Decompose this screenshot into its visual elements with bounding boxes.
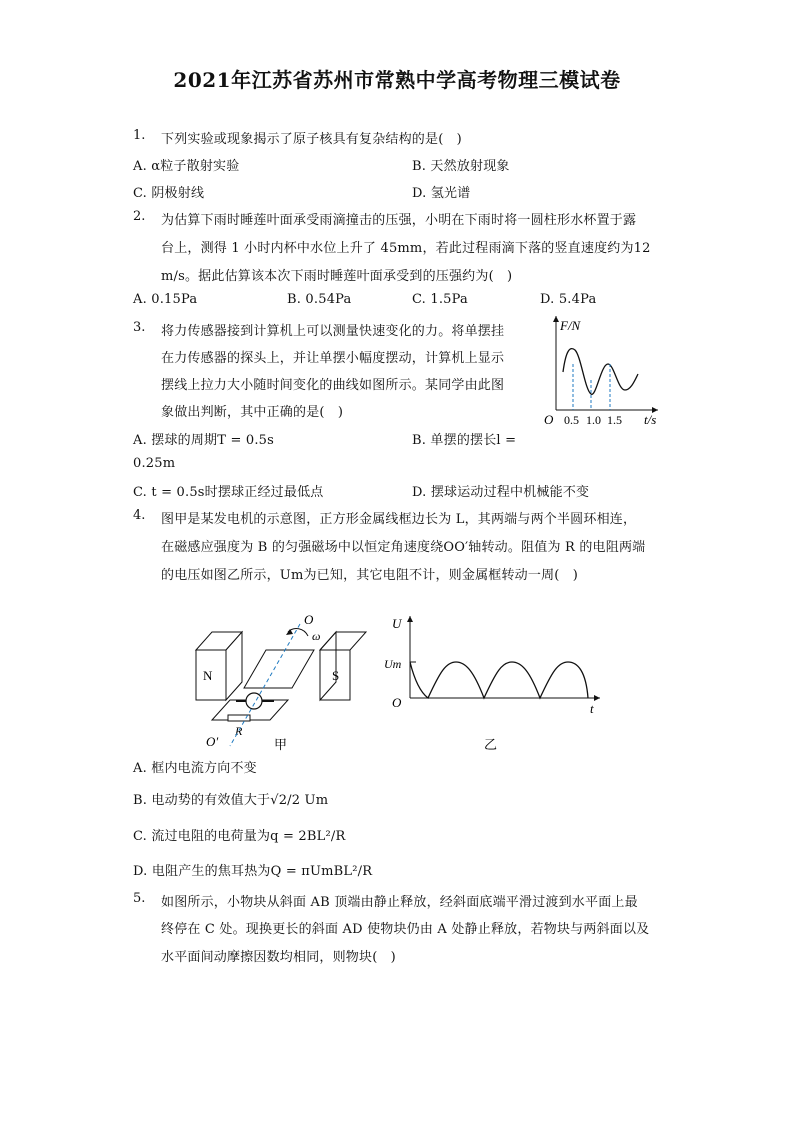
rotation-arrow-head — [286, 629, 293, 635]
question-4-option-d: D. 电阻产生的焦耳热为Q = πUmBL²/R — [133, 864, 373, 879]
question-4-line-3: 的电压如图乙所示，Um为已知，其它电阻不计，则金属框转动一周( ) — [161, 568, 579, 583]
question-3-number: 3. — [133, 320, 146, 335]
magnet-n-label: N — [203, 668, 213, 683]
question-5-number: 5. — [133, 891, 146, 906]
magnet-s-top — [320, 632, 366, 650]
question-3-line-2: 在力传感器的探头上，并让单摆小幅度摆动，计算机上显示 — [161, 351, 505, 366]
question-2-option-b: B. 0.54Pa — [287, 292, 352, 307]
question-4-option-a: A. 框内电流方向不变 — [133, 761, 257, 776]
question-3-line-3: 摆线上拉力大小随时间变化的曲线如图所示。某同学由此图 — [161, 378, 505, 393]
question-2-line-3: m/s。据此估算该本次下雨时睡莲叶面承受到的压强约为( ) — [161, 269, 513, 284]
voltage-time-graph — [380, 612, 605, 752]
question-4-option-b: B. 电动势的有效值大于√2/2 Um — [133, 793, 329, 808]
force-curve — [563, 349, 638, 395]
question-3-line-1: 将力传感器接到计算机上可以测量快速变化的力。将单摆挂 — [161, 324, 505, 339]
f-axis-label: F/N — [560, 318, 581, 333]
slip-ring — [246, 693, 262, 709]
question-5-line-3: 水平面间动摩擦因数均相同，则物块( ) — [161, 950, 396, 965]
question-4-option-c: C. 流过电阻的电荷量为q = 2BL²/R — [133, 829, 346, 844]
question-5-line-2: 终停在 C 处。现换更长的斜面 AD 使物块仍由 A 处静止释放，若物块与两斜面以及 — [161, 922, 650, 937]
question-4-line-1: 图甲是某发电机的示意图，正方形金属线框边长为 L，其两端与两个半圆环相连， — [161, 512, 637, 527]
question-3-option-b-continued: 0.25m — [133, 456, 176, 471]
question-2-option-c: C. 1.5Pa — [412, 292, 468, 307]
figure-jia-caption: 甲 — [274, 737, 288, 752]
question-1-option-c: C. 阴极射线 — [133, 186, 205, 201]
resistor-label: R — [235, 724, 243, 738]
question-2-number: 2. — [133, 209, 146, 224]
question-2-option-d: D. 5.4Pa — [540, 292, 597, 307]
t-axis-label-yi: t — [590, 701, 594, 716]
axis-o-prime-label: O′ — [206, 734, 219, 749]
yi-origin-label: O — [392, 695, 402, 710]
u-axis-label: U — [392, 616, 402, 631]
question-1-option-b: B. 天然放射现象 — [412, 159, 510, 174]
force-time-graph — [538, 310, 668, 430]
question-3-option-c: C. t = 0.5s时摆球正经过最低点 — [133, 485, 324, 500]
question-1-option-a: A. α粒子散射实验 — [133, 159, 240, 174]
magnet-s-label: S — [332, 668, 340, 683]
tick-label-1-5: 1.5 — [607, 413, 622, 427]
question-3-option-d: D. 摆球运动过程中机械能不变 — [412, 485, 590, 500]
page-title: 2021年江苏省苏州市常熟中学高考物理三模试卷 — [173, 68, 621, 92]
generator-figure — [190, 610, 370, 755]
tick-label-0-5: 0.5 — [564, 413, 579, 427]
graph-origin-label: O — [544, 412, 554, 427]
question-3-option-a: A. 摆球的周期T = 0.5s — [133, 433, 275, 448]
axis-o-label: O — [304, 612, 314, 627]
t-axis-label: t/s — [644, 412, 657, 427]
question-3-option-b: B. 单摆的摆长l = — [412, 433, 517, 448]
rectified-voltage-curve — [410, 662, 588, 698]
question-4-number: 4. — [133, 508, 146, 523]
rotating-coil — [244, 650, 314, 688]
question-1-stem: 下列实验或现象揭示了原子核具有复杂结构的是( ) — [161, 132, 462, 147]
question-2-option-a: A. 0.15Pa — [133, 292, 198, 307]
um-label: Um — [384, 657, 402, 671]
question-2-line-1: 为估算下雨时睡莲叶面承受雨滴撞击的压强，小明在下雨时将一圆柱形水杯置于露 — [161, 213, 637, 228]
question-5-line-1: 如图所示，小物块从斜面 AB 顶端由静止释放，经斜面底端平滑过渡到水平面上最 — [161, 895, 638, 910]
figure-yi-caption: 乙 — [484, 737, 498, 752]
question-1-number: 1. — [133, 128, 146, 143]
question-2-line-2: 台上，测得 1 小时内杯中水位上升了 45mm，若此过程雨滴下落的竖直速度约为12 — [161, 241, 651, 256]
question-1-option-d: D. 氢光谱 — [412, 186, 471, 201]
question-4-line-2: 在磁感应强度为 B 的匀强磁场中以恒定角速度绕OO′轴转动。阻值为 R 的电阻两端 — [161, 540, 646, 555]
tick-label-1-0: 1.0 — [586, 413, 601, 427]
omega-label: ω — [312, 629, 321, 643]
question-3-line-4: 象做出判断，其中正确的是( ) — [161, 405, 344, 420]
